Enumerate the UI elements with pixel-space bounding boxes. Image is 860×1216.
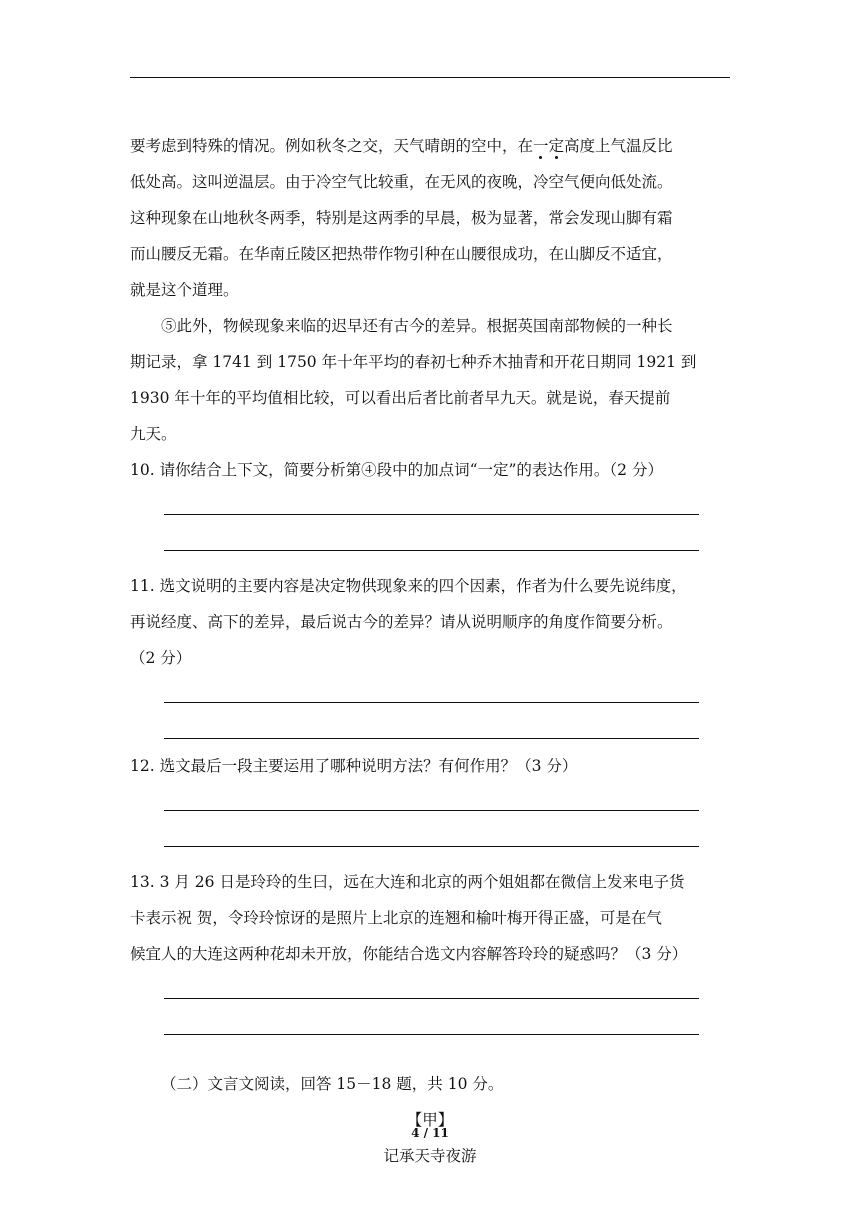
paragraph-5-line: 期记录，拿 1741 到 1750 年十年平均的春初七种乔木抽青和开花日期同 1921 到: [130, 353, 697, 371]
paragraph-5-line: 九天。: [130, 425, 177, 443]
passage-line: [130, 128, 730, 164]
paragraph-5-line: ⑤此外，物候现象来临的迟早还有古今的差异。根据英国南部物候的一种长: [161, 317, 673, 335]
passage-text: 高度上气温反比: [564, 137, 673, 155]
section-heading: （二）文言文阅读，回答 15－18 题，共 10 分。: [161, 1075, 504, 1093]
section-label: 【甲】: [406, 1111, 454, 1129]
answer-line: [164, 784, 699, 820]
answer-line: [164, 524, 699, 560]
answer-line: [164, 1008, 699, 1044]
question-13: 13. 3 月 26 日是玲玲的生曰，远在大连和北京的两个姐姐都在微信上发来电子货: [130, 873, 685, 891]
question-11: 再说经度、高下的差异，最后说古今的差异？请从说明顺序的角度作简要分析。: [130, 613, 673, 631]
essay-title: 记承天寺夜游: [383, 1147, 477, 1165]
passage-line: 就是这个道理。: [130, 281, 239, 299]
answer-line: [164, 972, 699, 1008]
question-12: 12. 选文最后一段主要运用了哪种说明方法？有何作用？（3 分）: [130, 757, 578, 775]
page-content: [130, 128, 730, 1174]
question-13: 卡表示祝 贺，令玲玲惊讶的是照片上北京的连翘和榆叶梅开得正盛，可是在气: [130, 909, 662, 927]
question-11: （2 分）: [130, 649, 192, 667]
header-rule: [130, 77, 730, 78]
passage-line: 而山腰反无霜。在华南丘陵区把热带作物引种在山腰很成功，在山脚反不适宜，: [130, 245, 673, 263]
passage-text: 要考虑到特殊的情况。例如秋冬之交，天气晴朗的空中，在: [130, 137, 534, 155]
passage-line: 这种现象在山地秋冬两季，特别是这两季的早晨，极为显著，常会发现山脚有霜: [130, 209, 673, 227]
question-11: 11. 选文说明的主要内容是决定物供现象来的四个因素，作者为什么要先说纬度，: [130, 577, 687, 595]
paragraph-5-line: 1930 年十年的平均值相比较，可以看出后者比前者早九天。就是说，春天提前: [130, 389, 671, 407]
emphasis-dot-char: 定: [549, 128, 565, 164]
passage-line: 低处高。这叫逆温层。由于冷空气比较重，在无风的夜晚，冷空气便向低处流。: [130, 173, 673, 191]
emphasis-dot-char: 一: [533, 128, 549, 164]
page-number: 4 / 11: [411, 1126, 449, 1140]
question-13: 候宜人的大连这两种花却未开放，你能结合选文内容解答玲玲的疑惑吗？（3 分）: [130, 945, 688, 963]
answer-line: [164, 676, 699, 712]
answer-line: [164, 820, 699, 856]
answer-line: [164, 712, 699, 748]
question-10: 10. 请你结合上下文，简要分析第④段中的加点词“一定”的表达作用。（2 分）: [130, 461, 663, 479]
answer-line: [164, 488, 699, 524]
